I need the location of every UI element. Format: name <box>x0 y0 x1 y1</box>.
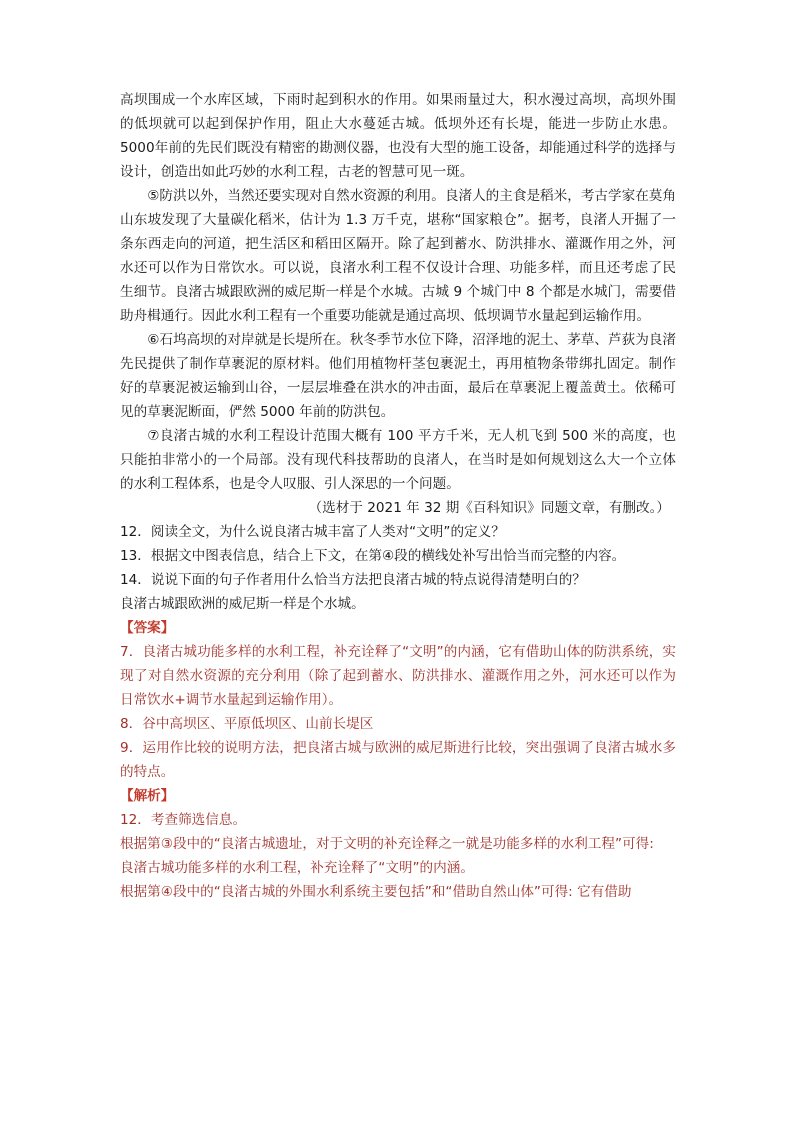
source-citation: （选材于 2021 年 32 期《百科知识》同题文章，有删改。） <box>308 500 670 516</box>
answer-9: 9．运用作比较的说明方法，把良渚古城与欧洲的威尼斯进行比较，突出强调了良渚古城水多的特点。 <box>120 740 676 780</box>
question-12: 12．阅读全文，为什么说良渚古城丰富了人类对“文明”的定义？ <box>120 524 505 540</box>
analysis-line-3: 良渚古城功能多样的水利工程，补充诠释了“文明”的内涵。 <box>120 860 474 876</box>
paragraph-6: ⑥石坞高坝的对岸就是长堤所在。秋冬季节水位下降，沼泽地的泥土、茅草、芦荻为良渚先民提供了制作草裹泥的原材料。他们用植物杆茎包裹泥土，再用植物条带绑扎固定。制作好的草裹泥被运输到山谷，一层层堆叠在洪水的冲击面，最后在草裹泥上覆盖黄土。依稀可见的草裹泥断面，俨然 5000 年前的防洪包。 <box>120 332 676 420</box>
analysis-line-2-quote: “良渚古城遗址，对于文明的补充诠释之一就是功能多样的水利工程” <box>213 836 623 852</box>
analysis-heading: 【解析】 <box>120 788 175 804</box>
analysis-line-2-prefix: 根据第③段中的 <box>120 836 214 852</box>
paragraph-5: ⑤防洪以外，当然还要实现对自然水资源的利用。良渚人的主食是稻米，考古学家在莫角山东坡发现了大量碳化稻米，估计为 1.3 万千克，堪称“国家粮仓”。据考，良渚人开掘了一条东西走向的河道，把生活区和稻田区隔开。除了起到蓄水、防洪排水、灌溉作用之外，河水还可以作为日常饮水。可以说，良渚水利工程不仅设计合理、功能多样，而且还考虑了民生细节。良渚古城跟欧洲的威尼斯一样是个水城。古城 9 个城门中 8 个都是水城门，需要借助舟楫通行。因此水利工程有一个重要功能就是通过高坝、低坝调节水量起到运输作用。 <box>120 188 676 324</box>
paragraph-7: ⑦良渚古城的水利工程设计范围大概有 100 平方千米，无人机飞到 500 米的高度，也只能拍非常小的一个局部。没有现代科技帮助的良渚人，在当时是如何规划这么大一个立体的水利工程体系，也是令人叹服、引人深思的一个问题。 <box>120 428 676 492</box>
analysis-line-2-suffix: 可得: <box>622 836 654 852</box>
document-content <box>120 88 676 904</box>
answer-7: 7．良渚古城功能多样的水利工程，补充诠释了“文明”的内涵，它有借助山体的防洪系统，实现了对自然水资源的充分利用（除了起到蓄水、防洪排水、灌溉作用之外，河水还可以作为日常饮水+调节水量起到运输作用）。 <box>120 644 676 708</box>
question-14-sentence: 良渚古城跟欧洲的威尼斯一样是个水城。 <box>120 596 365 612</box>
question-14: 14．说说下面的句子作者用什么恰当方法把良渚古城的特点说得清楚明白的？ <box>120 572 586 588</box>
analysis-line-1: 12．考查筛选信息。 <box>120 812 247 828</box>
analysis-line-4: 根据第④段中的“良渚古城的外围水利系统主要包括”和“借助自然山体”可得: 它有借助 <box>120 884 632 900</box>
answer-heading: 【答案】 <box>120 620 175 636</box>
analysis-line-2 <box>120 832 676 856</box>
paragraph-4-tail: 高坝围成一个水库区域，下雨时起到积水的作用。如果雨量过大，积水漫过高坝，高坝外围的低坝就可以起到保护作用，阻止大水蔓延古城。低坝外还有长堤，能进一步防止水患。5000年前的先民们既没有精密的勘测仪器，也没有大型的施工设备，却能通过科学的选择与设计，创造出如此巧妙的水利工程，古老的智慧可见一斑。 <box>120 92 676 180</box>
question-13: 13．根据文中图表信息，结合上下文，在第④段的横线处补写出恰当而完整的内容。 <box>120 548 626 564</box>
answer-8: 8．谷中高坝区、平原低坝区、山前长堤区 <box>120 716 374 732</box>
